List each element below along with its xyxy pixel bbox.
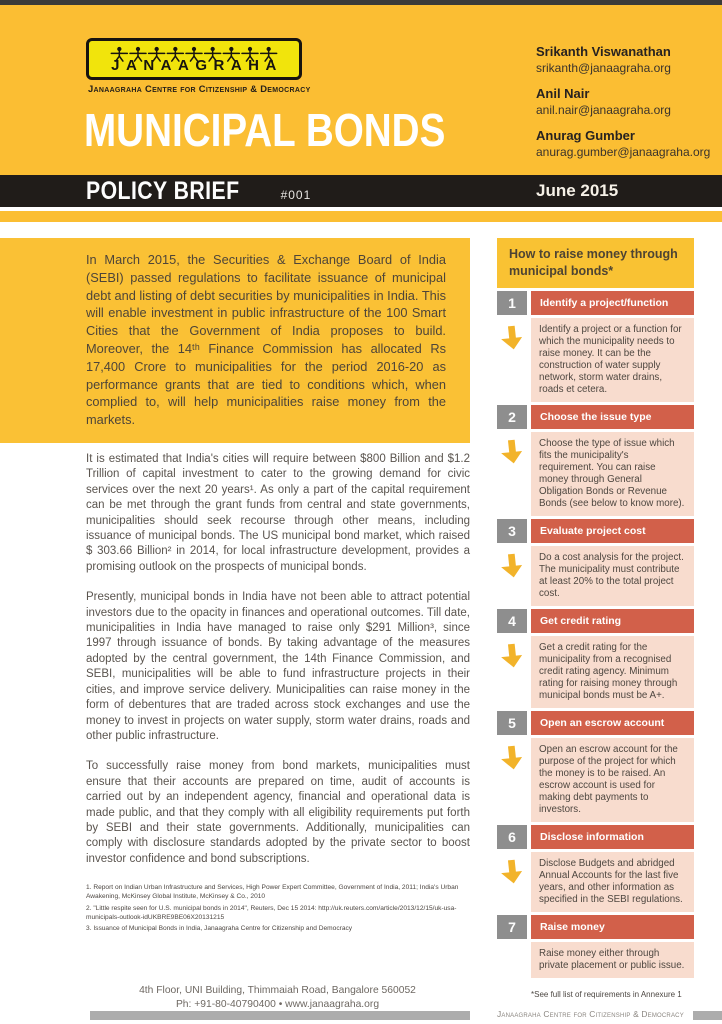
policy-brief-number: #001 [280, 188, 312, 202]
footnote: 2. "Little respite seen for U.S. municipal bonds in 2014", Reuters, Dec 15 2014: http://uk.reuters.com/article/2013/12/15/uk-usa-municipals-outlook-idUKBRE9BE06X20131215 [86, 904, 457, 921]
footer [85, 984, 470, 1012]
step-header [497, 711, 694, 735]
step-header [497, 405, 694, 429]
step-rail [497, 852, 527, 912]
step-rail [497, 636, 527, 708]
sidebar-how-to-raise-money [497, 238, 694, 999]
footer-organisation: Janaagraha Centre for Citizenship & Democracy [497, 1009, 684, 1019]
step-description: Disclose Budgets and abridged Annual Accounts for the last five years, and other information as specified in the SEBI regulations. [531, 852, 694, 912]
footnotes [86, 883, 470, 933]
step-body [497, 852, 694, 912]
intro-paragraph: In March 2015, the Securities & Exchange Board of India (SEBI) passed regulations to facilitate issuance of municipal debt and listing of debt securities by municipalities in India. This will enable investment in public infrastructure of the 100 Smart Cities that the Government of India proposes to build. Moreover, the 14ᵗʰ Finance Commission has allocated Rs 17,400 Crore to municipalities for the period 2016-20 as performance grants that are tied to conditions which, when complied to, will help municipalities raise money from the markets. [86, 252, 446, 428]
step-rail [497, 942, 527, 978]
step-title: Disclose information [531, 825, 694, 849]
step-title: Identify a project/function [531, 291, 694, 315]
step-title: Choose the issue type [531, 405, 694, 429]
contact-item [536, 128, 710, 160]
bottom-divider-left [90, 1011, 470, 1020]
step-description: Identify a project or a function for which the municipality needs to raise money. It can be the construction of water supply network, storm water drains, roads et cetera. [531, 318, 694, 402]
contact-email: anil.nair@janaagraha.org [536, 103, 671, 117]
down-arrow-icon [499, 642, 524, 669]
step-number: 5 [497, 711, 527, 735]
step-body [497, 432, 694, 516]
footer-address: 4th Floor, UNI Building, Thimmaiah Road, Bangalore 560052 [139, 985, 416, 996]
body-paragraph: To successfully raise money from bond markets, municipalities must ensure that their accounts are prepared on time, audit of accounts is carried out by an independent agency, financial and operational data is made public, and that they comply with all eligibility requirements put forth by SEBI and their state governments. Additionally, municipalities can comply with disclosure standards adopted by the private sector to boost investor confidence and bond subscriptions. [86, 760, 470, 865]
contact-item [536, 86, 710, 118]
step-number: 7 [497, 915, 527, 939]
step-body [497, 636, 694, 708]
footer-phone-web: Ph: +91-80-40790400 • www.janaagraha.org [175, 999, 380, 1010]
step-number: 1 [497, 291, 527, 315]
article-body [86, 452, 470, 935]
step-description: Raise money either through private placement or public issue. [531, 942, 694, 978]
step-title: Get credit rating [531, 609, 694, 633]
down-arrow-icon [499, 552, 524, 579]
step-header [497, 609, 694, 633]
footnote: 3. Issuance of Municipal Bonds in India, Janaagraha Centre for Citizenship and Democracy [86, 924, 353, 932]
step-number: 3 [497, 519, 527, 543]
sidebar-footnote: *See full list of requirements in Annexure 1 [531, 990, 682, 999]
step [497, 711, 694, 822]
contact-name: Srikanth Viswanathan [536, 44, 671, 59]
step-description: Choose the type of issue which fits the municipality's requirement. You can raise money through General Obligation Bonds or Revenue Bonds (see below to know more). [531, 432, 694, 516]
contact-email: srikanth@janaagraha.org [536, 61, 671, 75]
body-paragraph: Presently, municipal bonds in India have not been able to attract potential investors due to the opacity in finances and operational outcomes. Till date, municipalities in India have managed to raise only $291 Million³, since 1997 through issuance of bonds. By taking advantage of the measures adopted by the central government, the 14th Finance Commission, and SEBI, municipalities will be able to fund infrastructure projects in their cities, and improve service delivery. Municipalities can raise money in the form of debentures that are traded across stock exchanges and use the money to invest in projects on water supply, storm water drains, roads and other public infrastructure. [86, 591, 470, 742]
step-body [497, 546, 694, 606]
step [497, 915, 694, 978]
contact-item [536, 44, 710, 76]
step-title: Raise money [531, 915, 694, 939]
contact-name: Anurag Gumber [536, 128, 635, 143]
step-rail [497, 432, 527, 516]
header [0, 5, 722, 175]
step-body [497, 738, 694, 822]
footnote: 1. Report on Indian Urban Infrastructure and Services, High Power Expert Committee, Government of India, 2011; India's Urban Awakening, McKinsey Global Institute, McKinsey & Co., 2010 [86, 884, 459, 901]
step-title: Open an escrow account [531, 711, 694, 735]
down-arrow-icon [499, 858, 524, 885]
document-title: MUNICIPAL BONDS [84, 104, 446, 156]
step [497, 291, 694, 402]
policy-brief-label: POLICY BRIEF [86, 177, 240, 205]
step [497, 609, 694, 708]
gold-divider [0, 211, 722, 222]
step-header [497, 915, 694, 939]
intro-highlight-box [0, 238, 470, 443]
step-number: 2 [497, 405, 527, 429]
contact-list [536, 44, 710, 160]
step-rail [497, 546, 527, 606]
contact-email: anurag.gumber@janaagraha.org [536, 145, 711, 159]
issue-date: June 2015 [536, 181, 619, 200]
step-header [497, 519, 694, 543]
policy-brief-bar [0, 175, 722, 207]
down-arrow-icon [499, 438, 524, 465]
bottom-divider-right [693, 1011, 722, 1020]
step [497, 405, 694, 516]
step [497, 519, 694, 606]
step-rail [497, 318, 527, 402]
policy-brief-heading [86, 175, 311, 207]
step-body [497, 942, 694, 978]
janaagraha-logo [86, 38, 302, 80]
step-rail [497, 738, 527, 822]
step-header [497, 291, 694, 315]
step-header [497, 825, 694, 849]
body-paragraph: It is estimated that India's cities will require between $800 Billion and $1.2 Trillion of capital investment to cater to the growing demand for civic services over the next 20 years¹. As only a part of the capital requirement can be met through the grant funds from central and state governments, municipalities should seek recourse through other means, including issuance of municipal bonds. The US municipal bond market, which raised $ 303.66 Billion² in 2014, for local infrastructure development, provides a promising outlook on the prospects of municipal bonds. [86, 453, 470, 573]
step-description: Open an escrow account for the purpose of the project for which the money is to be raised. An escrow account is used for making debt payments to investors. [531, 738, 694, 822]
down-arrow-icon [499, 324, 524, 351]
logo-tagline: Janaagraha Centre for Citizenship & Democracy [88, 83, 311, 94]
sidebar-title: How to raise money through municipal bonds* [497, 238, 694, 288]
step-body [497, 318, 694, 402]
contact-name: Anil Nair [536, 86, 590, 101]
step-description: Do a cost analysis for the project. The municipality must contribute at least 20% to the total project cost. [531, 546, 694, 606]
logo-wordmark: JANAAGRAHA [111, 57, 283, 74]
down-arrow-icon [499, 744, 524, 771]
step-number: 4 [497, 609, 527, 633]
step-number: 6 [497, 825, 527, 849]
step [497, 825, 694, 912]
step-description: Get a credit rating for the municipality from a recognised credit rating agency. Minimum rating for raising money through municipal bonds must be A+. [531, 636, 694, 708]
step-title: Evaluate project cost [531, 519, 694, 543]
